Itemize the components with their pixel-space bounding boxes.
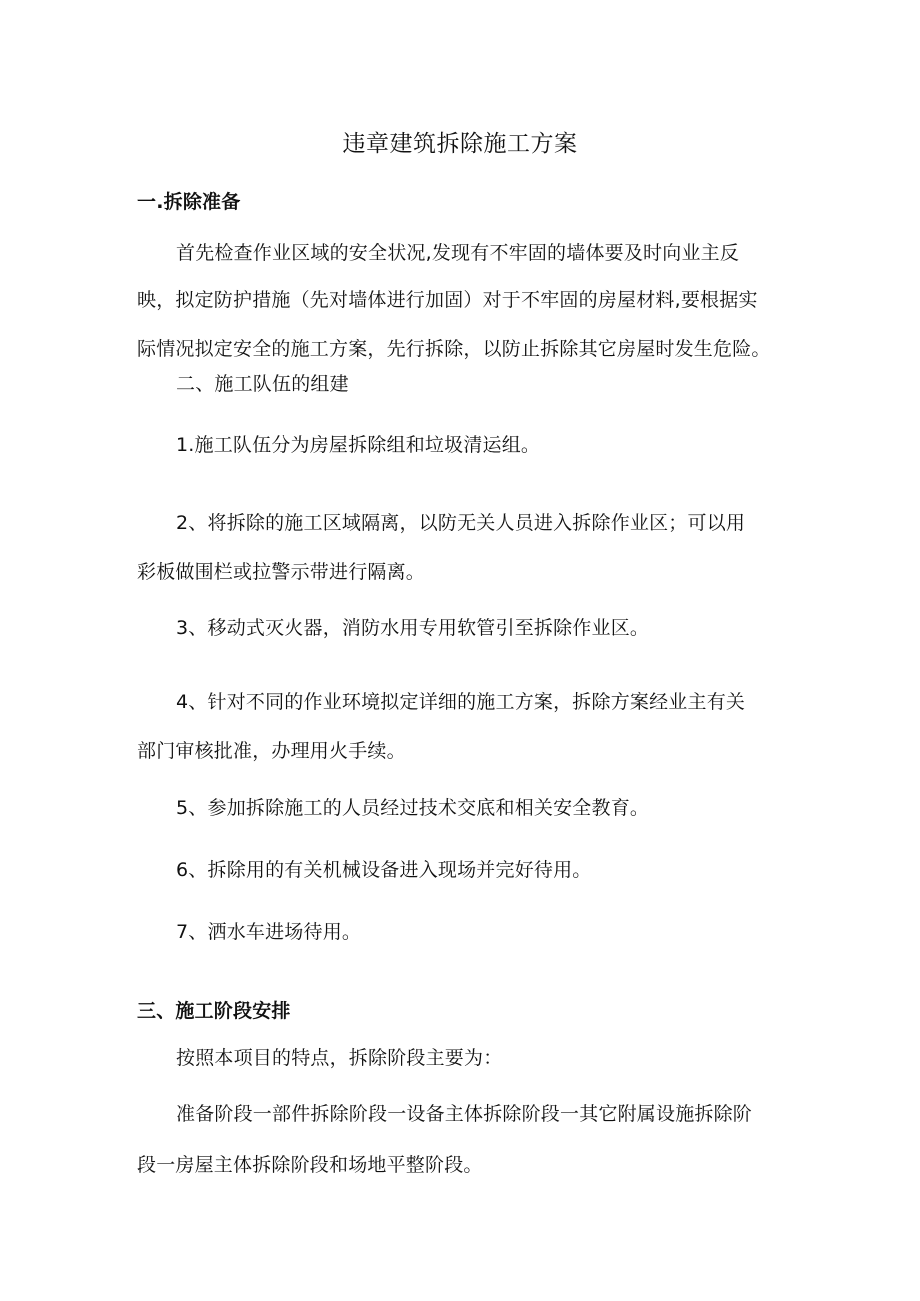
list-item-6: 6、拆除用的有关机械设备进入现场并完好待用。 <box>176 859 592 881</box>
paragraph-line: 首先检查作业区域的安全状况,发现有不牢固的墙体要及时向业主反 <box>176 242 740 264</box>
list-item-1: 1.施工队伍分为房屋拆除组和垃圾清运组。 <box>176 434 541 456</box>
list-item-2-continued: 彩板做围栏或拉警示带进行隔离。 <box>137 561 426 583</box>
list-item-4-continued: 部门审核批准，办理用火手续。 <box>137 740 406 762</box>
paragraph-line: 际情况拟定安全的施工方案，先行拆除，以防止拆除其它房屋时发生危险。 <box>137 338 771 360</box>
section-heading-schedule: 三、施工阶段安排 <box>137 1000 291 1022</box>
list-item-7: 7、洒水车进场待用。 <box>176 921 362 943</box>
paragraph-line: 映，拟定防护措施（先对墙体进行加固）对于不牢固的房屋材料,要根据实 <box>137 289 758 311</box>
section-heading-preparation: 一.拆除准备 <box>137 191 241 213</box>
list-item-2: 2、将拆除的施工区域隔离，以防无关人员进入拆除作业区；可以用 <box>176 512 746 534</box>
paragraph-line: 按照本项目的特点，拆除阶段主要为： <box>176 1047 503 1069</box>
list-item-3: 3、移动式灭火器，消防水用专用软管引至拆除作业区。 <box>176 617 650 639</box>
section-heading-team: 二、施工队伍的组建 <box>176 373 349 395</box>
paragraph-line: 段一房屋主体拆除阶段和场地平整阶段。 <box>137 1154 483 1176</box>
list-item-4: 4、针对不同的作业环境拟定详细的施工方案，拆除方案经业主有关 <box>176 691 746 713</box>
paragraph-line: 准备阶段一部件拆除阶段一设备主体拆除阶段一其它附属设施拆除阶 <box>176 1103 753 1125</box>
document-title: 违章建筑拆除施工方案 <box>342 131 578 157</box>
list-item-5: 5、参加拆除施工的人员经过技术交底和相关安全教育。 <box>176 797 650 819</box>
